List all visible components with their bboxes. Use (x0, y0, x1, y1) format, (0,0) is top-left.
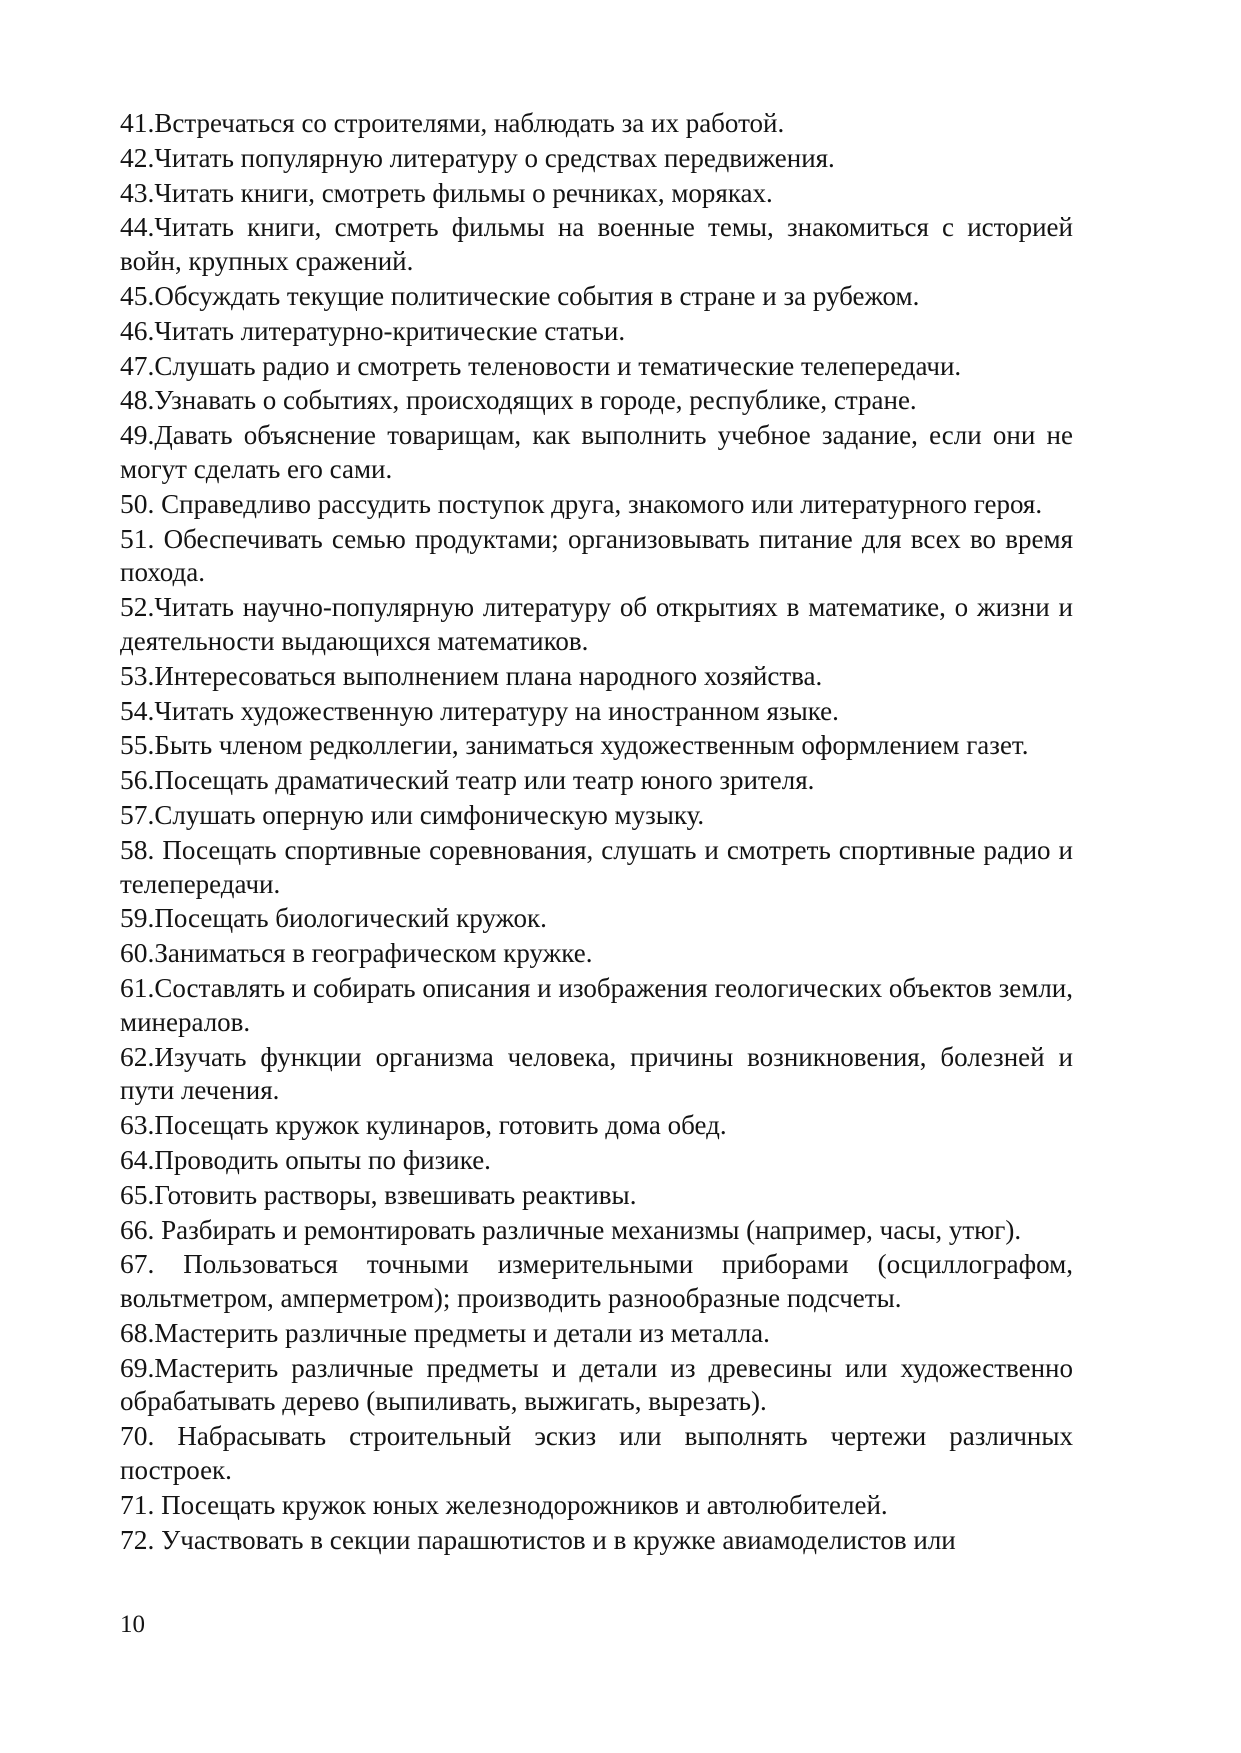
list-item (120, 314, 1073, 349)
list-item (120, 1213, 1073, 1248)
item-number: 45. (120, 279, 155, 311)
list-item (120, 1351, 1073, 1420)
item-number: 47. (120, 349, 155, 381)
item-number: 56. (120, 764, 155, 796)
list-item (120, 1040, 1073, 1109)
item-number: 41. (120, 107, 155, 138)
item-text: Посещать кружок юных железнодорожников и автолюбителей. (154, 1489, 888, 1520)
list-item (120, 1419, 1073, 1488)
item-number: 50. (120, 487, 155, 519)
item-text: Читать литературно-критические статьи. (154, 315, 626, 346)
list-item (120, 936, 1073, 971)
list-item (120, 728, 1073, 763)
list-item (120, 176, 1073, 211)
item-text: Читать популярную литературу о средствах передвижения. (154, 142, 835, 173)
item-number: 51. (120, 522, 155, 554)
item-number: 72. (120, 1523, 155, 1555)
item-text: Участвовать в секции парашютистов и в кружке авиамоделистов или (154, 1524, 956, 1555)
list-item (120, 383, 1073, 418)
item-number: 43. (120, 176, 155, 208)
item-number: 65. (120, 1178, 155, 1210)
list-item (120, 971, 1073, 1040)
item-text: Быть членом редколлегии, заниматься художественным оформлением газет. (154, 730, 1029, 761)
list-item (120, 694, 1073, 729)
item-text: Разбирать и ремонтировать различные механизмы (например, часы, утюг). (154, 1214, 1022, 1245)
item-number: 63. (120, 1109, 155, 1141)
item-number: 46. (120, 314, 155, 346)
item-text: Мастерить различные предметы и детали из древесины или художественно обрабатывать дерево (выпиливать, выжигать, вырезать). (120, 1352, 1073, 1417)
item-text: Читать книги, смотреть фильмы о речниках, моряках. (154, 177, 773, 208)
list-item (120, 1316, 1073, 1351)
item-text: Обсуждать текущие политические события в стране и за рубежом. (154, 280, 920, 311)
item-number: 67. (120, 1248, 155, 1280)
item-text: Посещать драматический театр или театр юного зрителя. (154, 765, 815, 796)
list-item (120, 1247, 1073, 1316)
item-text: Составлять и собирать описания и изображения геологических объектов земли, минералов. (120, 972, 1073, 1037)
item-number: 58. (120, 833, 155, 865)
item-number: 49. (120, 419, 155, 451)
item-text: Узнавать о событиях, происходящих в городе, республике, стране. (154, 385, 917, 416)
item-number: 62. (120, 1040, 155, 1072)
item-number: 57. (120, 798, 155, 830)
item-text: Обеспечивать семью продуктами; организовывать питание для всех во время похода. (120, 523, 1073, 588)
item-number: 66. (120, 1213, 155, 1245)
list-item (120, 349, 1073, 384)
item-number: 42. (120, 141, 155, 173)
list-item (120, 901, 1073, 936)
list-item (120, 279, 1073, 314)
list-item (120, 1523, 1073, 1558)
item-number: 53. (120, 659, 155, 691)
item-text: Набрасывать строительный эскиз или выполнять чертежи различных построек. (120, 1421, 1073, 1486)
item-number: 55. (120, 729, 155, 761)
item-text: Заниматься в географическом кружке. (154, 938, 593, 969)
item-text: Мастерить различные предметы и детали из металла. (154, 1317, 770, 1348)
list-item (120, 106, 1073, 141)
document-page (120, 106, 1073, 1557)
item-number: 54. (120, 694, 155, 726)
item-number: 52. (120, 591, 155, 623)
item-number: 69. (120, 1351, 155, 1383)
list-item (120, 522, 1073, 591)
item-text: Читать книги, смотреть фильмы на военные темы, знакомиться с историей войн, крупных сражений. (120, 212, 1073, 277)
list-item (120, 1488, 1073, 1523)
questionnaire-list (120, 106, 1073, 1557)
list-item (120, 1143, 1073, 1178)
item-number: 61. (120, 971, 155, 1003)
item-number: 59. (120, 902, 155, 934)
item-number: 44. (120, 211, 155, 243)
item-number: 68. (120, 1316, 155, 1348)
item-text: Изучать функции организма человека, причины возникновения, болезней и пути лечения. (120, 1041, 1073, 1106)
item-number: 71. (120, 1488, 155, 1520)
list-item (120, 763, 1073, 798)
list-item (120, 659, 1073, 694)
item-number: 60. (120, 937, 155, 969)
list-item (120, 1178, 1073, 1213)
item-text: Слушать радио и смотреть теленовости и тематические телепередачи. (154, 350, 962, 381)
item-text: Читать художественную литературу на иностранном языке. (154, 695, 839, 726)
list-item (120, 487, 1073, 522)
page-number: 10 (120, 1611, 145, 1638)
item-text: Посещать кружок кулинаров, готовить дома обед. (154, 1110, 727, 1141)
list-item (120, 418, 1073, 487)
item-number: 70. (120, 1420, 155, 1452)
item-text: Пользоваться точными измерительными приборами (осциллографом, вольтметром, амперметром); производить разнообразные подсчеты. (120, 1249, 1073, 1314)
item-text: Давать объяснение товарищам, как выполнить учебное задание, если они не могут сделать его сами. (120, 420, 1073, 484)
item-text: Читать научно-популярную литературу об открытиях в математике, о жизни и деятельности выдающихся математиков. (120, 592, 1073, 656)
list-item (120, 141, 1073, 176)
list-item (120, 590, 1073, 659)
item-text: Интересоваться выполнением плана народного хозяйства. (154, 660, 823, 691)
list-item (120, 833, 1073, 902)
list-item (120, 798, 1073, 833)
item-text: Проводить опыты по физике. (154, 1144, 491, 1175)
item-text: Встречаться со строителями, наблюдать за их работой. (154, 108, 785, 138)
item-text: Посещать спортивные соревнования, слушать и смотреть спортивные радио и телепередачи. (120, 834, 1073, 899)
item-text: Посещать биологический кружок. (154, 903, 547, 934)
item-text: Слушать оперную или симфоническую музыку. (154, 799, 705, 830)
item-number: 64. (120, 1143, 155, 1175)
item-text: Справедливо рассудить поступок друга, знакомого или литературного героя. (154, 488, 1043, 519)
list-item (120, 210, 1073, 279)
list-item (120, 1108, 1073, 1143)
item-text: Готовить растворы, взвешивать реактивы. (154, 1179, 637, 1210)
item-number: 48. (120, 384, 155, 416)
